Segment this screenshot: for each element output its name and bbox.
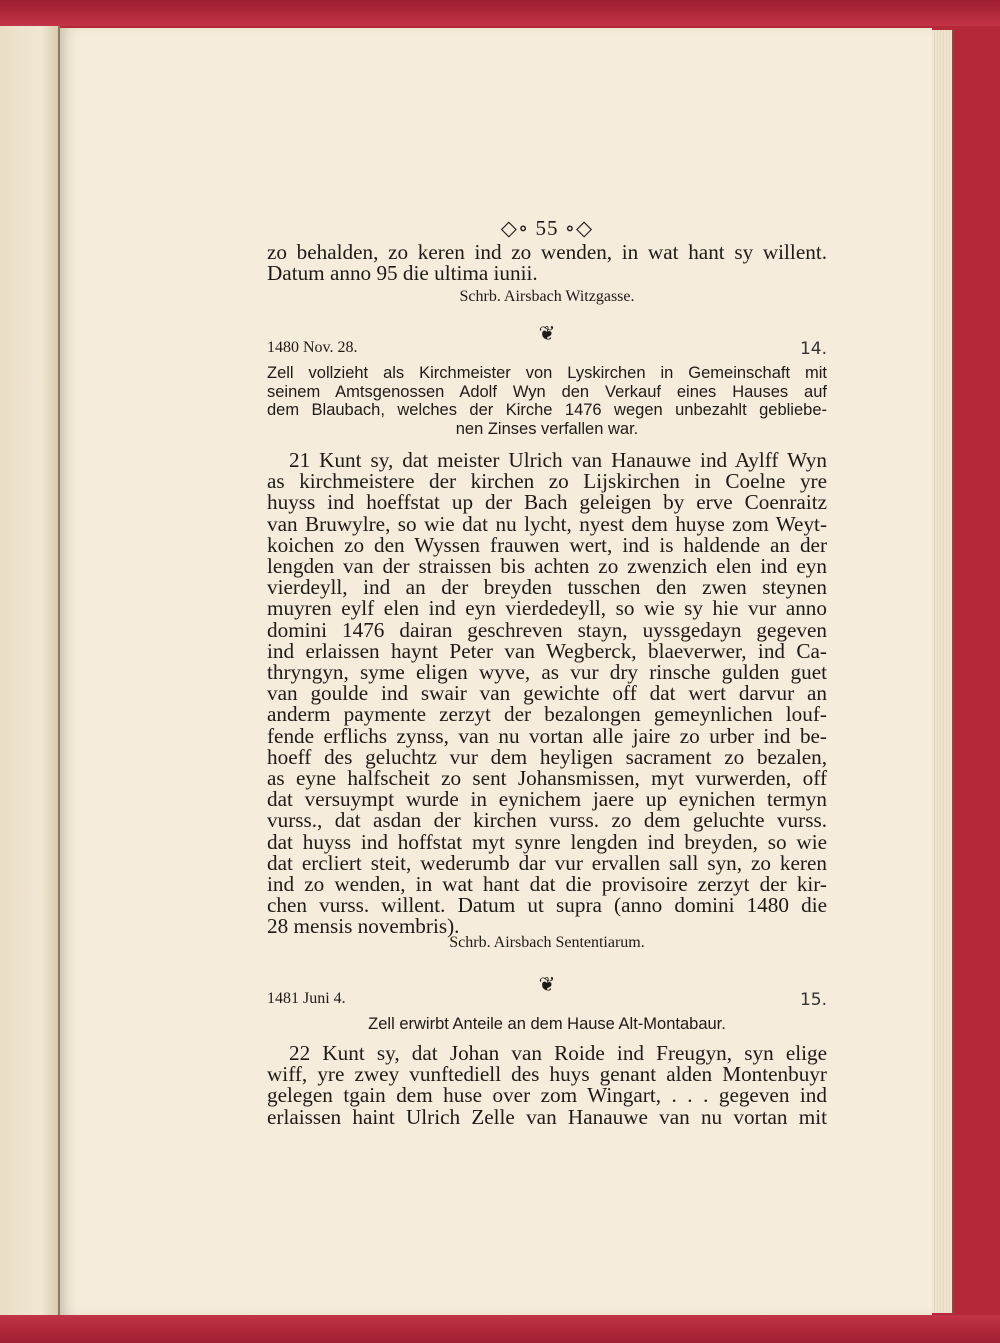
text-line: 28 mensis novembris). xyxy=(267,914,460,939)
text-line: zo behalden, zo keren ind zo wenden, in wat hant sy willent. xyxy=(267,240,827,264)
entry-14-number: 14. xyxy=(799,339,827,359)
text-line: koichen zo den Wyssen frauwen wert, ind is haldende an der xyxy=(267,532,827,557)
summary-line: Zell vollzieht als Kirchmeister von Lyskirchen in Gemeinschaft mit xyxy=(267,364,827,382)
page-number-line xyxy=(267,216,827,241)
fleuron-ornament-1: ❦ xyxy=(538,323,556,345)
text-line: Datum anno 95 die ultima iunii. xyxy=(267,261,538,286)
page-stack-edge xyxy=(932,30,954,1313)
book-cover-top xyxy=(0,0,1000,26)
text-line: as eyne halfscheit zo sent Johansmissen, myt vurwerden, off xyxy=(267,766,827,791)
summary-line: seinem Amtsgenossen Adolf Wyn den Verkauf eines Hauses auf xyxy=(267,382,827,401)
text-line: domini 1476 dairan geschreven stayn, uyssgedayn gegeven xyxy=(267,617,827,642)
fleuron-ornament-2: ❦ xyxy=(538,974,556,996)
text-line: 21 Kunt sy, dat meister Ulrich van Hanauwe ind Aylff Wyn xyxy=(289,448,827,472)
intro-paragraph xyxy=(267,242,827,284)
entry-14-text xyxy=(267,450,827,938)
text-line: huyss ind hoeffstat up der Bach geleigen by erve Coenraitz xyxy=(267,490,827,515)
text-line: anderm paymente zerzyt der bezalongen gemeynlichen louf- xyxy=(267,702,827,727)
text-line: hoeff des geluchtz vur dem heyligen sacrament zo bezalen, xyxy=(267,744,827,769)
book-cover-bottom xyxy=(0,1315,1000,1343)
entry-15-text xyxy=(267,1043,827,1128)
page-number-ornament-left: ◇∘ xyxy=(500,216,530,240)
text-line: fende erflichs zynss, van nu vortan alle jaire zo urber ind be- xyxy=(267,723,827,748)
text-line: muyren eylf elen ind eyn vierdedeyll, so wie sy hie vur anno xyxy=(267,596,827,621)
text-line: thryngyn, syme eligen wyve, as vur dry rinsche gulden guet xyxy=(267,660,827,685)
text-line: gelegen tgain dem huse over zom Wingart, . . . gegeven ind xyxy=(267,1083,827,1108)
signature-1: Schrb. Airsbach Witzgasse. xyxy=(459,288,635,305)
summary-line: nen Zinses verfallen war. xyxy=(455,419,639,438)
entry-14-date: 1480 Nov. 28. xyxy=(267,339,358,356)
text-line: vierdeyll, ind an der breyden tusschen den zwen steynen xyxy=(267,575,827,600)
entry-15-date: 1481 Juni 4. xyxy=(267,990,346,1007)
page-number: 55 xyxy=(535,216,559,240)
page-number-ornament-right: ∘◇ xyxy=(564,216,594,240)
text-line: lengden van der straissen bis achten zo zwenzich elen ind eyn xyxy=(267,554,827,579)
text-line: ind zo wenden, in wat hant dat die provisoire zerzyt der kir- xyxy=(267,872,827,897)
text-line: dat ercliert steit, wederumb dar vur ervallen sall syn, zo keren xyxy=(267,850,827,875)
text-line: erlaissen haint Ulrich Zelle van Hanauwe van nu vortan mit xyxy=(267,1104,827,1129)
page xyxy=(60,28,932,1315)
text-line: wiff, yre zwey vunftediell des huys genant alden Montenbuyr xyxy=(267,1062,827,1087)
text-line: dat huyss ind hoffstat myt synre lengden ind breyden, so wie xyxy=(267,829,827,854)
text-line: 22 Kunt sy, dat Johan van Roide ind Freugyn, syn elige xyxy=(289,1041,827,1065)
entry-14-signature: Schrb. Airsbach Sententiarum. xyxy=(449,934,645,951)
entry-14-summary xyxy=(267,364,827,438)
left-page-edge xyxy=(0,26,60,1316)
text-line: chen vurss. willent. Datum ut supra (anno domini 1480 die xyxy=(267,893,827,918)
text-line: ind erlaissen haynt Peter van Wegberck, blaeverwer, ind Ca- xyxy=(267,638,827,663)
entry-15-number: 15. xyxy=(799,990,827,1010)
text-line: as kirchmeistere der kirchen zo Lijskirchen in Coelne yre xyxy=(267,469,827,494)
text-line: dat versuympt wurde in eynichem jaere up eynichen termyn xyxy=(267,787,827,812)
text-line: vurss., dat asdan der kirchen vurss. zo dem geluchte vurss. xyxy=(267,808,827,833)
text-line: van Bruwylre, so wie dat nu lycht, nyest dem huyse zom Weyt- xyxy=(267,511,827,536)
text-line: van goulde ind swair van gewichte off dat wert darvur an xyxy=(267,681,827,706)
summary-line: dem Blaubach, welches der Kirche 1476 wegen unbezahlt gebliebe- xyxy=(267,401,827,419)
entry-15-summary: Zell erwirbt Anteile an dem Hause Alt-Montabaur. xyxy=(368,1015,726,1033)
